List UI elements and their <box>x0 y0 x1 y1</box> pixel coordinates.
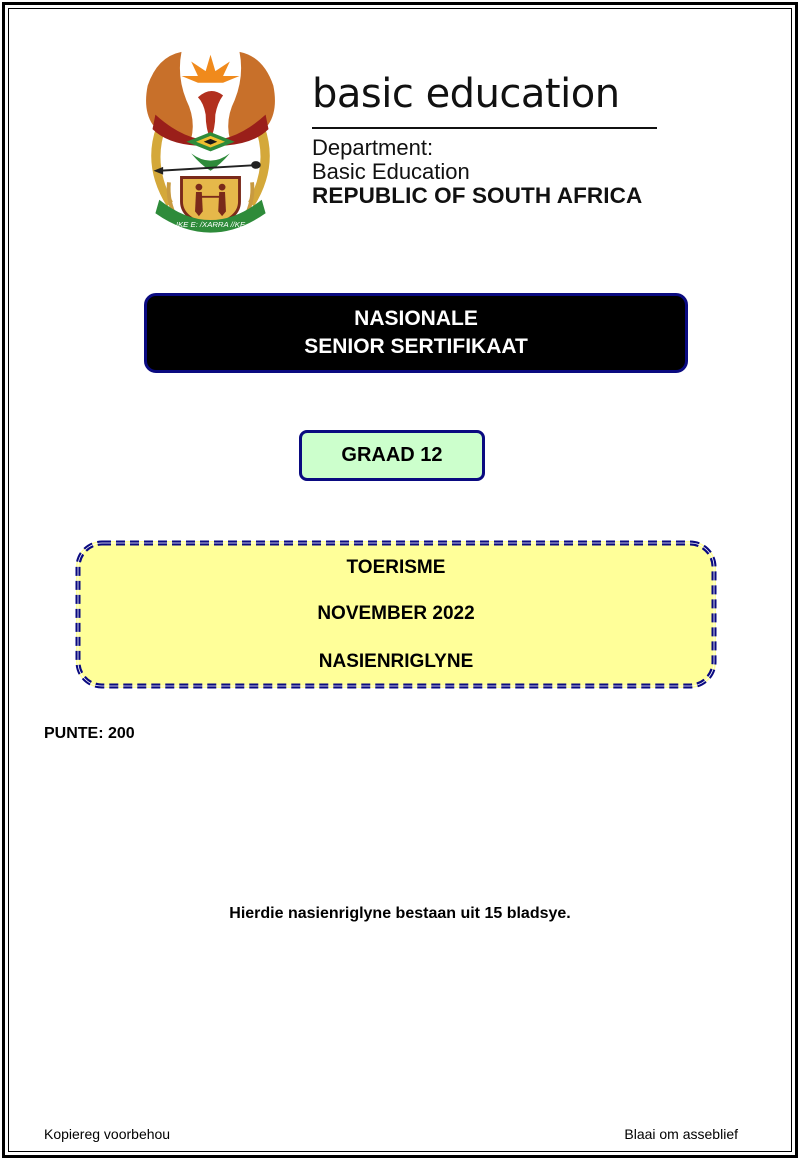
exam-session: NOVEMBER 2022 <box>317 603 475 624</box>
document-type: NASIENRIGLYNE <box>318 651 474 672</box>
grade-badge: GRAAD 12 <box>299 430 485 481</box>
department-label: Department: <box>312 135 434 160</box>
motto-text: !KE E: /XARRA //KE <box>175 219 246 229</box>
certificate-banner <box>144 293 688 373</box>
coat-of-arms-icon <box>138 46 283 229</box>
subject-panel <box>76 541 716 688</box>
department-name: Basic Education <box>312 159 470 184</box>
department-block <box>312 136 470 184</box>
brand-title: basic education <box>312 71 620 117</box>
country-name: REPUBLIC OF SOUTH AFRICA <box>312 183 643 208</box>
subject-name: TOERISME <box>346 557 446 578</box>
footer-turn-page: Blaai om asseblief <box>624 1126 738 1142</box>
total-marks: PUNTE: 200 <box>44 725 135 742</box>
certificate-line-2: SENIOR SERTIFIKAAT <box>304 335 528 358</box>
footer-copyright: Kopiereg voorbehou <box>44 1126 171 1142</box>
certificate-line-1: NASIONALE <box>354 307 478 330</box>
brand-divider <box>312 127 657 129</box>
page-count-note: Hierdie nasienriglyne bestaan uit 15 bladsye. <box>229 905 571 922</box>
